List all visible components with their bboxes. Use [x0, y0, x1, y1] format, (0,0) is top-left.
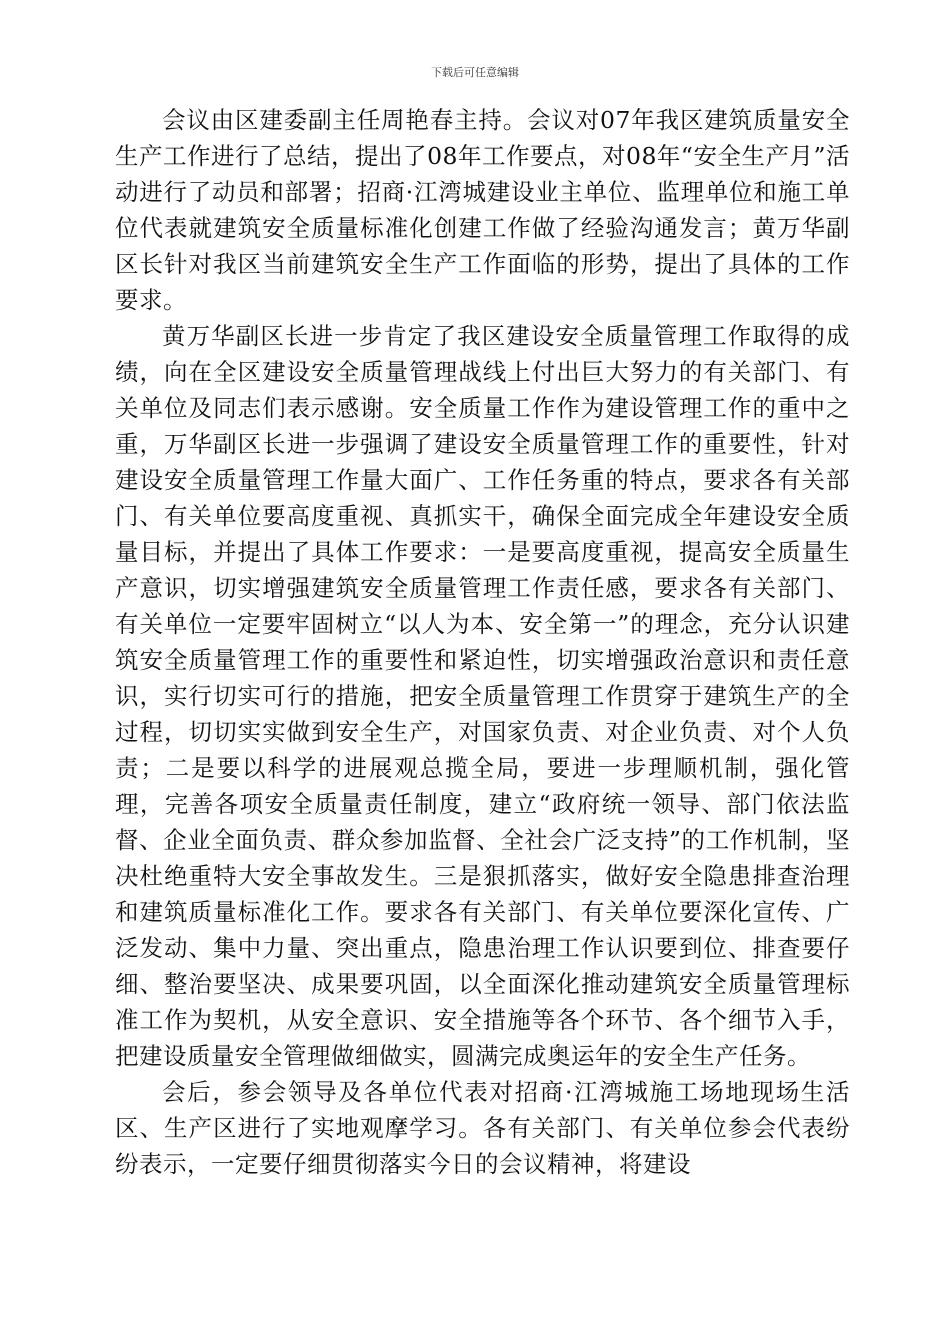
page-header-note: 下载后可任意编辑 — [431, 66, 519, 79]
paragraph-site-visit: 会后，参会领导及各单位代表对招商·江湾城施工场地现场生活区、生产区进行了实地观摩学习。各有关部门、有关单位参会代表纷纷表示，一定要仔细贯彻落实今日的会议精神，将建设 — [115, 1078, 850, 1178]
paragraph-meeting-summary: 会议由区建委副主任周艳春主持。会议对07年我区建筑质量安全生产工作进行了总结，提出了08年工作要点，对08年“安全生产月”活动进行了动员和部署；招商·江湾城建设业主单位、监理单位和施工单位代表就建筑安全质量标准化创建工作做了经验沟通发言；黄万华副区长针对我区当前建筑安全生产工作面临的形势，提出了具体的工作要求。 — [115, 106, 850, 314]
document-body — [115, 102, 850, 1182]
paragraph-leader-speech: 黄万华副区长进一步肯定了我区建设安全质量管理工作取得的成绩，向在全区建设安全质量管理战线上付出巨大努力的有关部门、有关单位及同志们表示感谢。安全质量工作作为建设管理工作的重中之重，万华副区长进一步强调了建设安全质量管理工作的重要性，针对建设安全质量管理工作量大面广、工作任务重的特点，要求各有关部门、有关单位要高度重视、真抓实干，确保全面完成全年建设安全质量目标，并提出了具体工作要求：一是要高度重视，提高安全质量生产意识，切实增强建筑安全质量管理工作责任感，要求各有关部门、有关单位一定要牢固树立“以人为本、安全第一”的理念，充分认识建筑安全质量管理工作的重要性和紧迫性，切实增强政治意识和责任意识，实行切实可行的措施，把安全质量管理工作贯穿于建筑生产的全过程，切切实实做到安全生产，对国家负责、对企业负责、对个人负责；二是要以科学的进展观总揽全局，要进一步理顺机制，强化管理，完善各项安全质量责任制度，建立“政府统一领导、部门依法监督、企业全面负责、群众参加监督、全社会广泛支持”的工作机制，坚决杜绝重特大安全事故发生。三是狠抓落实，做好安全隐患排查治理和建筑质量标准化工作。要求各有关部门、有关单位要深化宣传、广泛发动、集中力量、突出重点，隐患治理工作认识要到位、排查要仔细、整治要坚决、成果要巩固，以全面深化推动建筑安全质量管理标准工作为契机，从安全意识、安全措施等各个环节、各个细节入手，把建设质量安全管理做细做实，圆满完成奥运年的安全生产任务。 — [115, 322, 850, 1070]
